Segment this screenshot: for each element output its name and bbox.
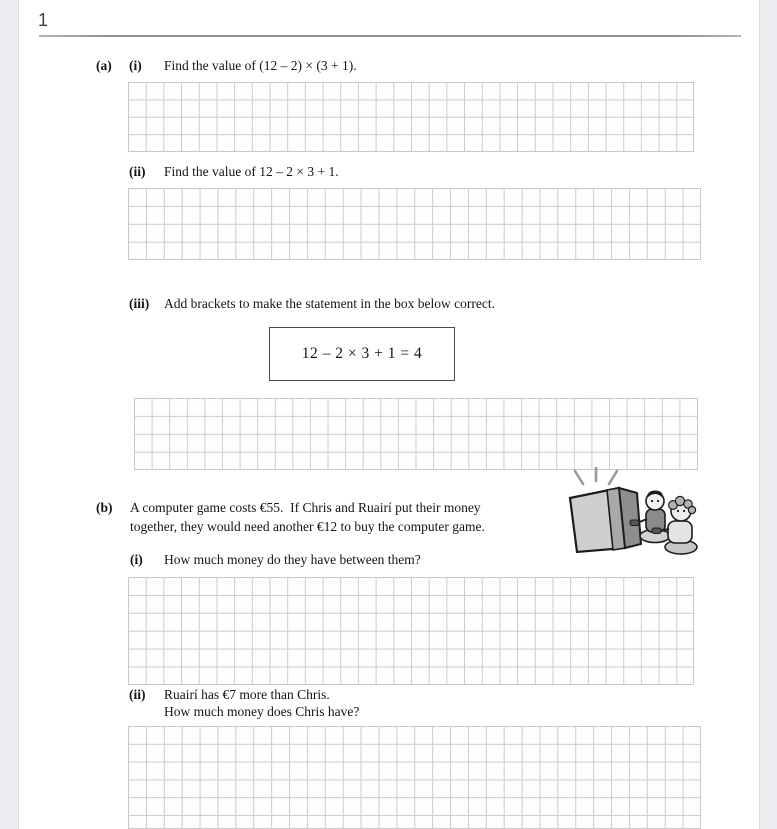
answer-grid-a-i [128,82,694,152]
question-a-iii-label: (iii) [129,296,150,311]
question-a-iii-prompt: Add brackets to make the statement in the box below correct. [164,296,496,311]
question-b-i-prompt: How much money do they have between them? [164,552,421,567]
question-a-label: (a) [96,58,112,73]
question-a-ii-label: (ii) [129,164,146,179]
question-b-intro-line2: together, they would need another €12 to buy the computer game. [130,519,485,534]
answer-grid-b-ii [128,726,701,829]
answer-grid-a-iii [134,398,698,470]
answer-grid-a-ii [128,188,701,260]
question-a-i-prompt: Find the value of (12 – 2) × (3 + 1). [164,58,357,73]
viewer-left-margin [0,0,18,829]
question-b-i-label: (i) [130,552,143,567]
exam-page [18,0,760,829]
question-a-i-label: (i) [129,58,142,73]
question-b-ii-prompt-line1: Ruairí has €7 more than Chris. [164,687,330,702]
page-number: 1 [38,10,49,30]
question-b-ii-prompt-line2: How much money does Chris have? [164,704,360,719]
question-b-label: (b) [96,500,113,515]
viewer-right-margin [760,0,777,829]
boxed-statement: 12 – 2 × 3 + 1 = 4 [269,327,455,381]
question-a-ii-prompt: Find the value of 12 – 2 × 3 + 1. [164,164,339,179]
kids-playing-computer-game-illustration [567,466,705,558]
question-b-intro-line1: A computer game costs €55. If Chris and Ruairí put their money [130,500,481,515]
rays-icon [575,468,617,484]
header-rule [39,35,741,37]
answer-grid-b-i [128,577,694,685]
question-b-ii-label: (ii) [129,687,146,702]
